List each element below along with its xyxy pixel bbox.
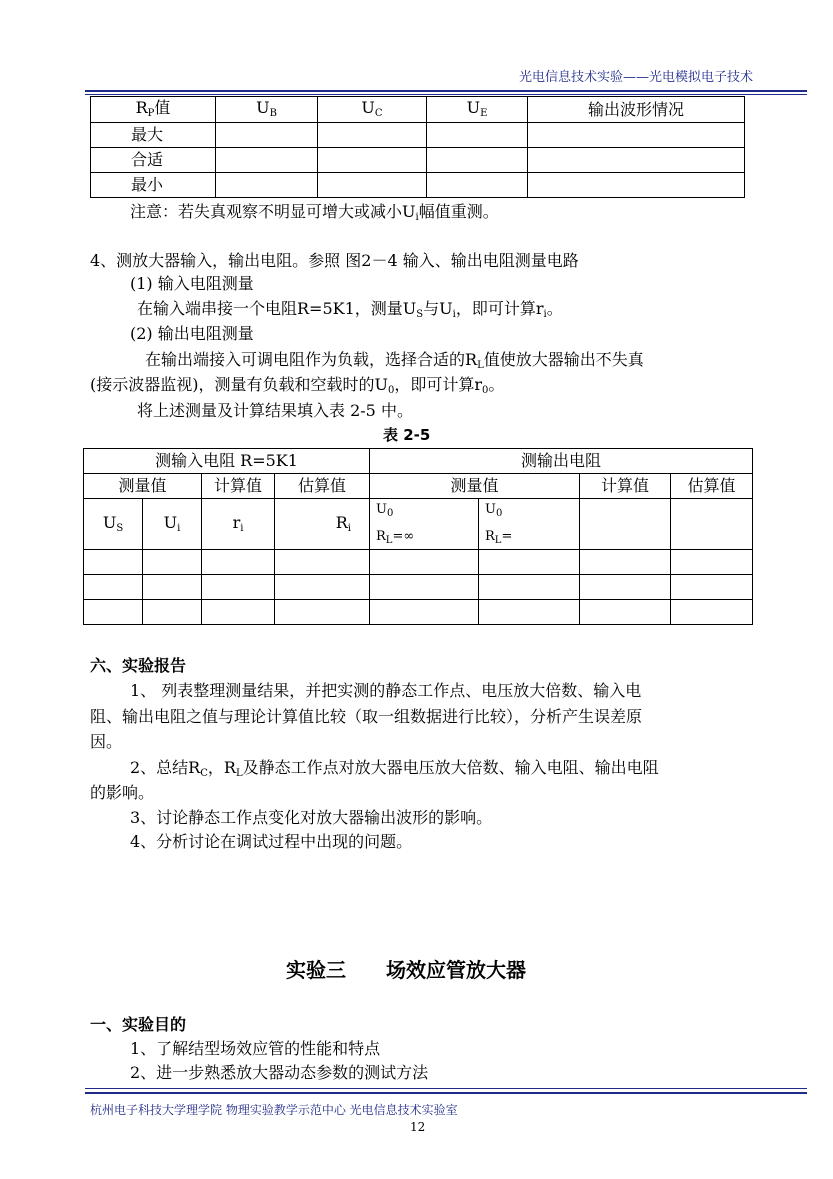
waveform-table	[90, 96, 745, 198]
section-4-title: 4、测放大器输入，输出电阻。参照 图2－4 输入、输出电阻测量电路	[90, 251, 579, 270]
report-item-1c: 因。	[90, 732, 123, 751]
header-uc: $U_C$	[318, 97, 427, 123]
footer-text: 杭州电子科技大学理学院 物理实验教学示范中心 光电信息技术实验室	[90, 1103, 458, 1117]
header-rule	[85, 90, 807, 92]
objective-item-2: 2、进一步熟悉放大器动态参数的测试方法	[130, 1063, 429, 1082]
table-row	[84, 600, 753, 625]
footer-rule-thin	[85, 1088, 807, 1089]
running-header: 光电信息技术实验——光电模拟电子技术	[518, 70, 753, 85]
cell-ri: $r_i$	[202, 499, 275, 550]
item-2-text-1: 在输出端接入可调电阻作为负载，选择合适的$R_L$值使放大器输出不失真	[145, 350, 644, 371]
cell-Ri: $R_i$	[275, 499, 370, 550]
footer-rule	[85, 1092, 807, 1094]
item-1-heading: (1) 输入电阻测量	[130, 274, 254, 293]
table-row: 最小	[91, 173, 745, 198]
objective-heading: 一、实验目的	[90, 1015, 187, 1034]
report-item-2a: 2、总结$R_C$，$R_L$及静态工作点对放大器电压放大倍数、输入电阻、输出电阻	[130, 758, 659, 779]
item-1-text: 在输入端串接一个电阻R=5K1，测量$U_S$与$U_i$，即可计算$r_i$。	[137, 299, 563, 320]
table-caption: 表 2-5	[383, 426, 431, 444]
table-sub-header-row: 测量值 计算值 估算值 测量值 计算值 估算值	[84, 474, 753, 499]
table-row	[84, 575, 753, 600]
report-item-1b: 阻、输出电阻之值与理论计算值比较（取一组数据进行比较），分析产生误差原	[90, 707, 643, 726]
section-6-title: 六、实验报告	[90, 656, 187, 675]
table-group-row: 测输入电阻 R=5K1 测输出电阻	[84, 449, 753, 474]
table-row: 最大	[91, 123, 745, 148]
note-text: 注意：若失真观察不明显可增大或减小$U_i$幅值重测。	[130, 202, 499, 223]
cell-u0-load: $U_0$ $R_L=$	[479, 499, 580, 550]
resistance-table	[83, 448, 753, 625]
item-2-text-2: (接示波器监视)，测量有负载和空载时的$U_0$，即可计算$r_0$。	[90, 375, 505, 396]
table-row	[84, 550, 753, 575]
header-rp: $R_P$值	[91, 97, 216, 123]
header-waveform: 输出波形情况	[528, 97, 745, 123]
cell-u0-open: $U_0$ $R_L=\infty$	[370, 499, 479, 550]
table-header-row	[91, 97, 745, 123]
item-2-heading: (2) 输出电阻测量	[130, 324, 254, 343]
page-number: 12	[410, 1120, 426, 1134]
header-ub: $U_B$	[216, 97, 318, 123]
header-ue: $U_E$	[427, 97, 528, 123]
report-item-2b: 的影响。	[90, 783, 155, 802]
fill-instruction: 将上述测量及计算结果填入表 2-5 中。	[137, 401, 413, 420]
cell-us: $U_S$	[84, 499, 143, 550]
header-rule-thin	[85, 94, 807, 95]
report-item-3: 3、讨论静态工作点变化对放大器输出波形的影响。	[130, 808, 493, 827]
experiment-3-title: 实验三 场效应管放大器	[286, 958, 526, 982]
report-item-4: 4、分析讨论在调试过程中出现的问题。	[130, 832, 413, 851]
report-item-1a: 1、 列表整理测量结果，并把实测的静态工作点、电压放大倍数、输入电	[130, 681, 642, 700]
cell-ui: $U_i$	[143, 499, 202, 550]
table-symbol-row	[84, 499, 753, 550]
table-row: 合适	[91, 148, 745, 173]
objective-item-1: 1、了解结型场效应管的性能和特点	[130, 1039, 381, 1058]
